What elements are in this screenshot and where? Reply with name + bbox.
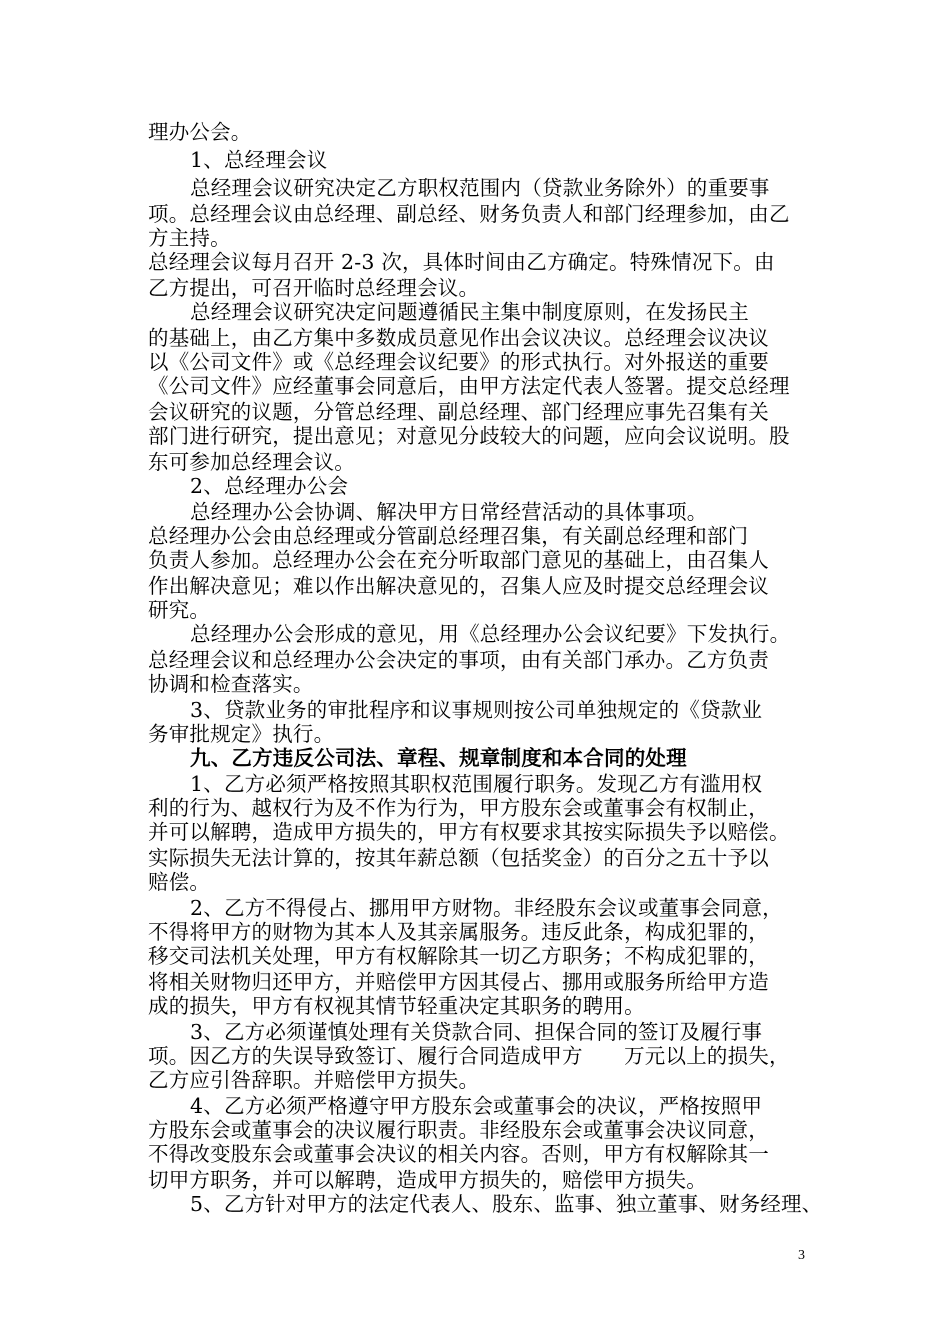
text-line: 总经理办公会形成的意见，用《总经理办公会议纪要》下发执行。	[190, 622, 791, 646]
page-number: 3	[798, 1248, 805, 1263]
text-line: 项。因乙方的失误导致签订、履行合同造成甲方 万元以上的损失，	[148, 1044, 790, 1068]
text-line: 不得将甲方的财物为其本人及其亲属服务。违反此条，构成犯罪的，	[148, 920, 769, 944]
text-line: 《公司文件》应经董事会同意后，由甲方法定代表人签署。提交总经理	[148, 374, 790, 398]
text-line: 乙方提出，可召开临时总经理会议。	[148, 276, 480, 300]
subheading: 1、总经理会议	[190, 148, 328, 172]
text-line: 务审批规定》执行。	[148, 722, 335, 746]
text-line: 4、乙方必须严格遵守甲方股东会或董事会的决议，严格按照甲	[190, 1094, 763, 1118]
text-line: 并可以解聘，造成甲方损失的，甲方有权要求其按实际损失予以赔偿。	[148, 820, 790, 844]
text-line: 以《公司文件》或《总经理会议纪要》的形式执行。对外报送的重要	[148, 350, 769, 374]
subheading: 2、总经理办公会	[190, 474, 349, 498]
text-line: 会议研究的议题，分管总经理、副总经理、部门经理应事先召集有关	[148, 400, 769, 424]
text-line: 总经理办公会协调、解决甲方日常经营活动的具体事项。	[190, 500, 708, 524]
text-line: 理办公会。	[148, 120, 252, 144]
text-line: 作出解决意见；难以作出解决意见的，召集人应及时提交总经理会议	[148, 574, 769, 598]
text-line: 方股东会或董事会的决议履行职责。非经股东会或董事会决议同意，	[148, 1118, 769, 1142]
text-line: 总经理会议研究决定乙方职权范围内（贷款业务除外）的重要事	[190, 176, 770, 200]
text-line: 移交司法机关处理，甲方有权解除其一切乙方职务；不构成犯罪的，	[148, 944, 769, 968]
text-line: 2、乙方不得侵占、挪用甲方财物。非经股东会议或董事会同意，	[190, 896, 783, 920]
text-line: 将相关财物归还甲方，并赔偿甲方因其侵占、挪用或服务所给甲方造	[148, 970, 769, 994]
text-line: 总经理会议研究决定问题遵循民主集中制度原则，在发扬民主	[190, 300, 749, 324]
text-line: 的基础上，由乙方集中多数成员意见作出会议决议。总经理会议决议	[148, 326, 769, 350]
text-line: 总经理会议和总经理办公会决定的事项，由有关部门承办。乙方负责	[148, 648, 769, 672]
text-line: 赔偿。	[148, 870, 211, 894]
text-line: 负责人参加。总经理办公会在充分听取部门意见的基础上，由召集人	[148, 548, 769, 572]
text-line: 利的行为、越权行为及不作为行为，甲方股东会或董事会有权制止，	[148, 796, 769, 820]
text-line: 5、乙方针对甲方的法定代表人、股东、监事、独立董事、财务经理、	[190, 1192, 823, 1216]
text-line: 3、贷款业务的审批程序和议事规则按公司单独规定的《贷款业	[190, 698, 763, 722]
text-line: 不得改变股东会或董事会决议的相关内容。否则，甲方有权解除其一	[148, 1142, 769, 1166]
text-line: 协调和检查落实。	[148, 672, 314, 696]
text-line: 实际损失无法计算的，按其年薪总额（包括奖金）的百分之五十予以	[148, 846, 769, 870]
text-line: 1、乙方必须严格按照其职权范围履行职务。发现乙方有滥用权	[190, 772, 763, 796]
text-line: 总经理办公会由总经理或分管副总经理召集，有关副总经理和部门	[148, 524, 749, 548]
section-heading: 九、乙方违反公司法、章程、规章制度和本合同的处理	[190, 746, 687, 770]
text-line: 乙方应引咎辞职。并赔偿甲方损失。	[148, 1068, 480, 1092]
text-line: 研究。	[148, 598, 211, 622]
text-line: 3、乙方必须谨慎处理有关贷款合同、担保合同的签订及履行事	[190, 1020, 763, 1044]
text-line: 总经理会议每月召开 2-3 次，具体时间由乙方确定。特殊情况下。由	[148, 250, 775, 274]
text-line: 成的损失，甲方有权视其情节轻重决定其职务的聘用。	[148, 994, 645, 1018]
text-line: 部门进行研究，提出意见；对意见分歧较大的问题，应向会议说明。股	[148, 424, 790, 448]
text-line: 切甲方职务，并可以解聘，造成甲方损失的，赔偿甲方损失。	[148, 1168, 707, 1192]
text-line: 东可参加总经理会议。	[148, 450, 355, 474]
text-line: 方主持。	[148, 226, 231, 250]
text-line: 项。总经理会议由总经理、副总经、财务负责人和部门经理参加，由乙	[148, 202, 790, 226]
